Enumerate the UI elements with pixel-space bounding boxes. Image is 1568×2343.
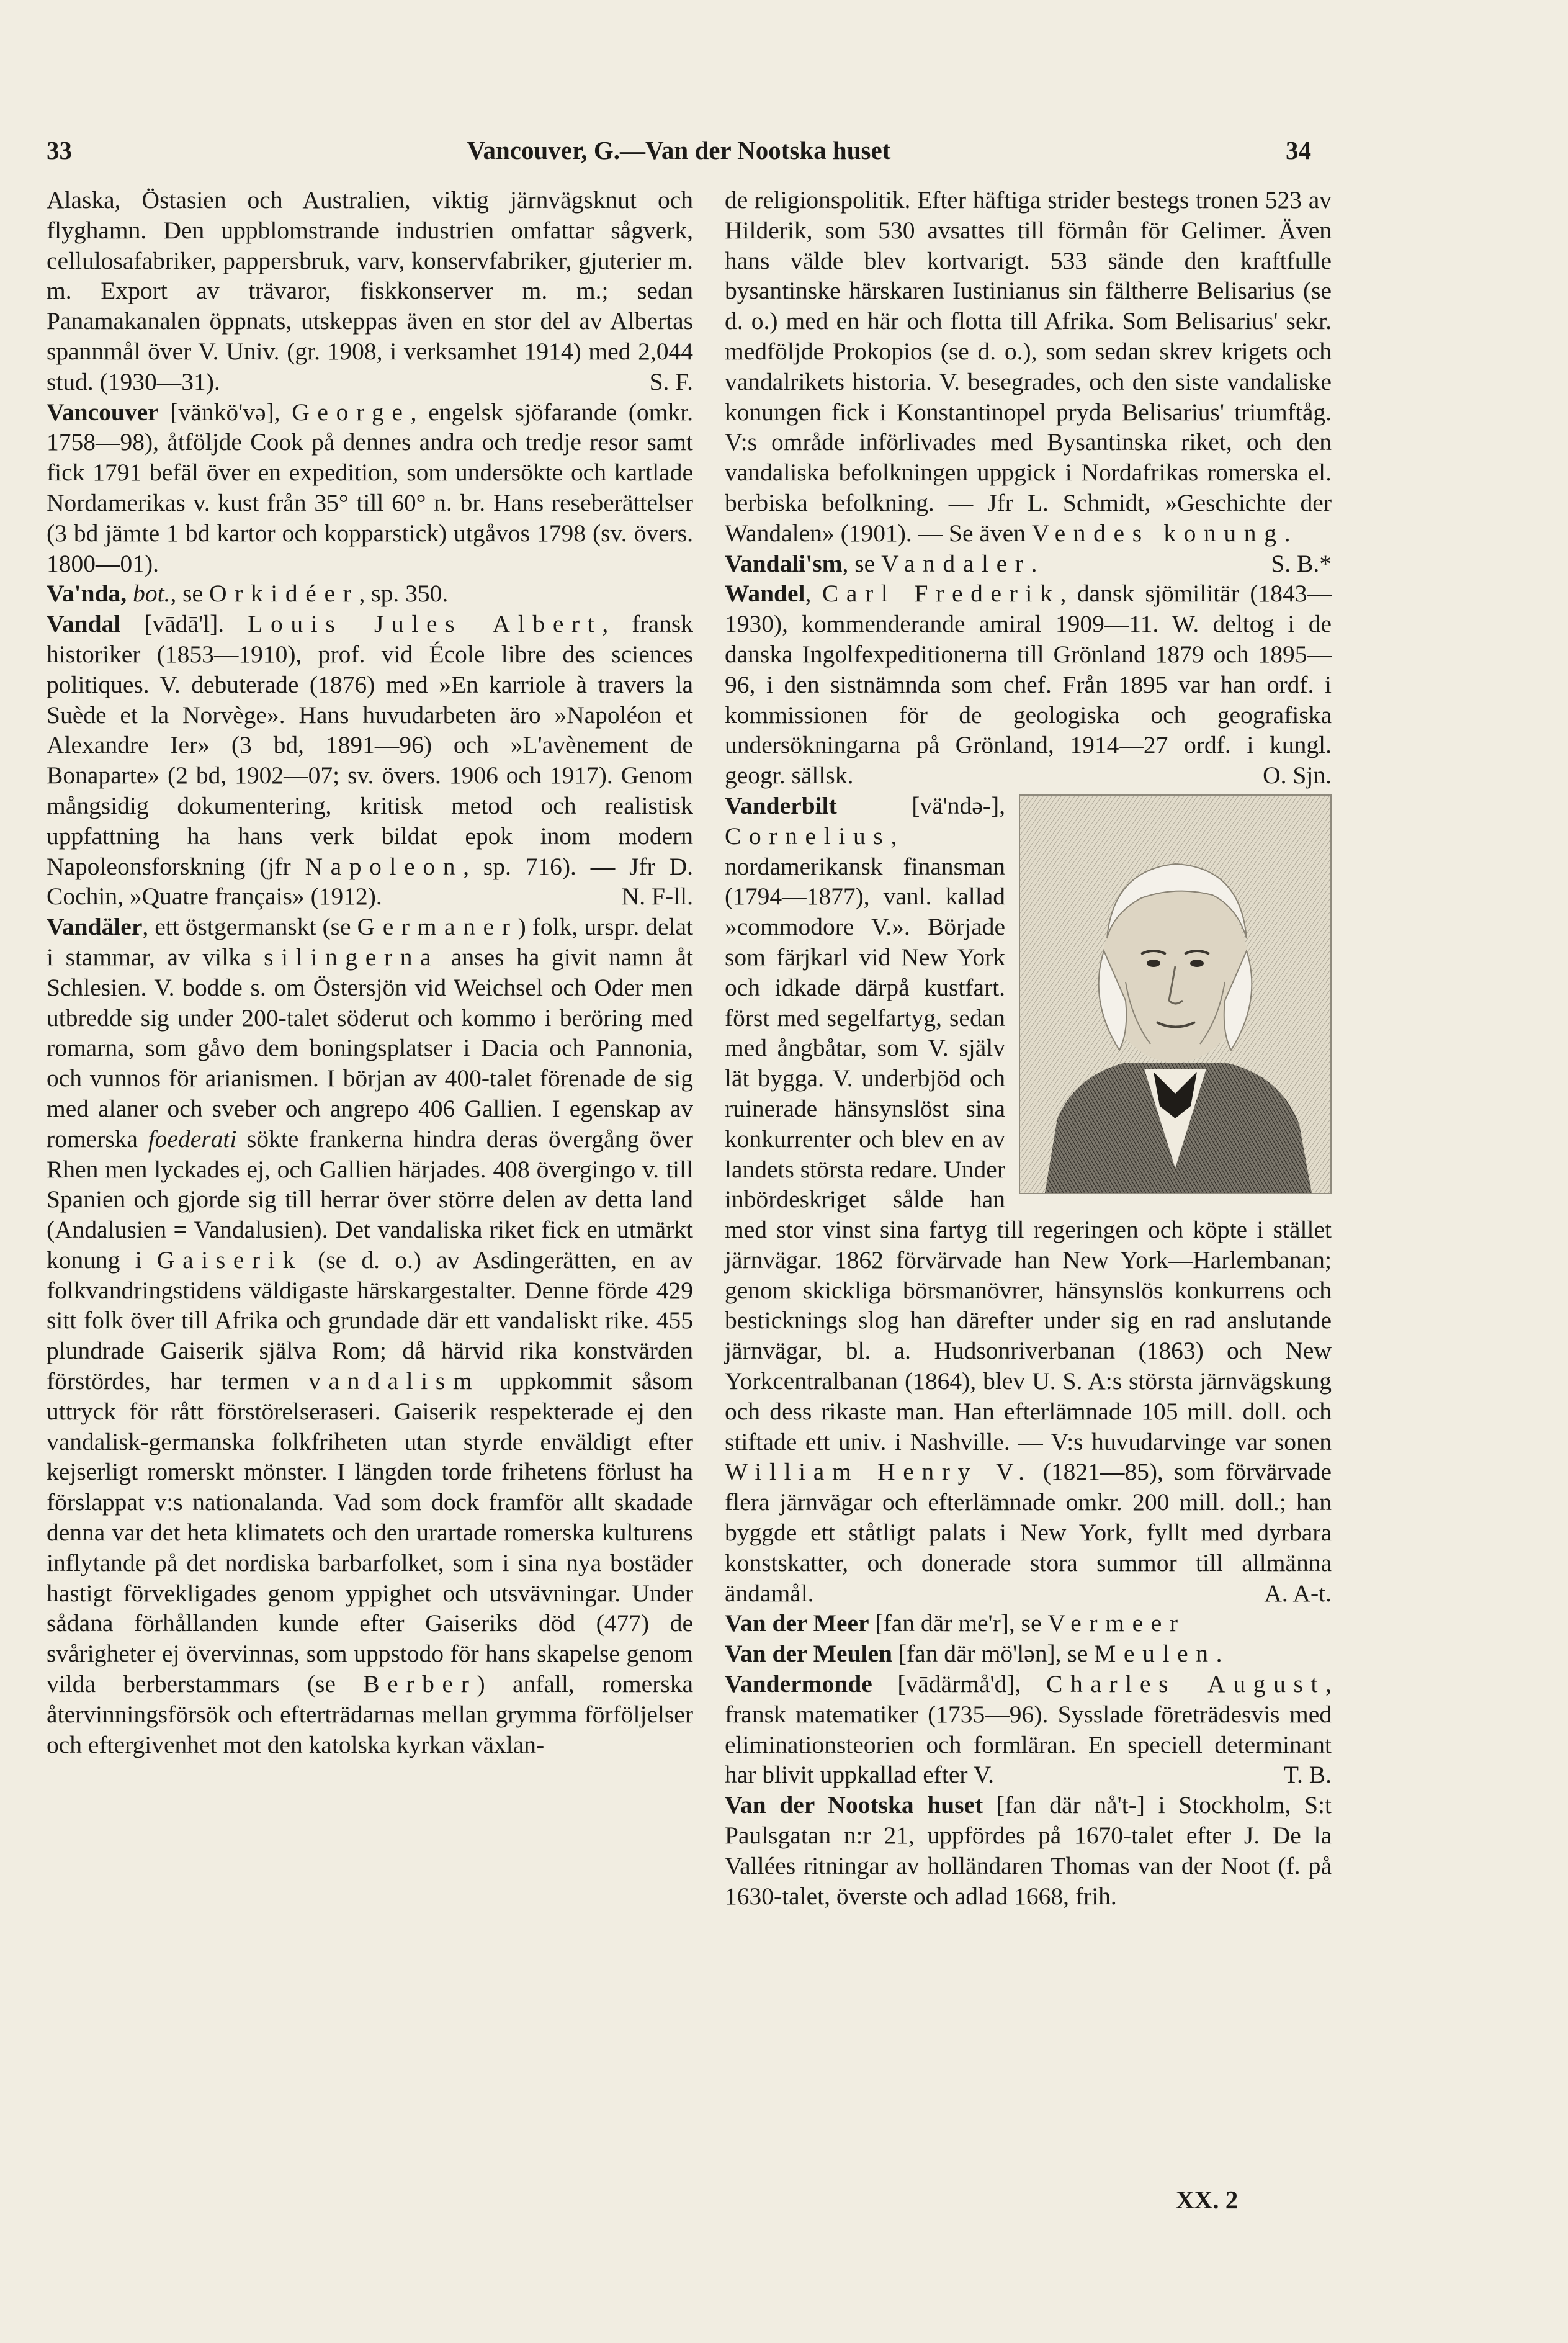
headword: Vandermonde	[725, 1670, 872, 1698]
entry-van-der-meer	[725, 1608, 1332, 1639]
page-number-right: 34	[1286, 136, 1311, 164]
right-column	[725, 185, 1332, 1911]
entry-text: , nordamerikansk finansman (1794—1877), vanl. kallad »commodore V.». Började som färjkarl vid New York och idkade därpå kustfart. först med segelfartyg, sedan med ångbåtar, som V. själv lät bygga. V. underbjöd och ruinerade hänsynslöst sina konkurrenter och blev en av landets största redare. Under inbördeskriget sålde han med stor vinst sina fartyg till regeringen och köpte i stället järnvägar. 1862 förvärvade han New York—Harlembanan; genom skickliga börsmanövrer, hänsynslös konkurrens och besticknings slog han därefter under sig en rad anslutande järnvägar, bl. a. Hudsonriverbanan (1863) och New Yorkcentralbanan (1864), blev U. S. A:s största järnvägskung och dess rikaste man. Han efterlämnade 105 mill. doll. och stiftade ett univ. i Nashville. — V:s huvudarvinge var sonen	[725, 822, 1332, 1455]
entry-text: ) folk, urspr. delat i stammar, av vilka	[47, 913, 693, 971]
entry-text: , fransk historiker (1853—1910), prof. vid École libre des sciences politiques. V. debuterade (1876) med »En karriole à travers la Suède et la Norvège». Hans huvudarbeten äro »Napoléon et Alexandre Ier» (3 bd, 1891—96) och »L'avènement de Bonaparte» (2 bd, 1902—07; sv. övers. 1906 och 1917). Genom mångsidig dokumentering, kritisk metod och realistisk uppfattning ha hans verk bildat epok inom modern Napoleonsforskning (jfr	[47, 610, 693, 880]
entry-wandel	[725, 578, 1332, 791]
headword: Wandel	[725, 580, 805, 608]
cross-reference: Orkidéer	[208, 580, 359, 608]
headword: Van der Nootska huset	[725, 1791, 983, 1819]
entry-van-der-meulen	[725, 1639, 1332, 1669]
headword: Vandali'sm	[725, 549, 843, 577]
entry-text: , se	[842, 549, 882, 577]
entry-paragraph	[47, 185, 693, 397]
headword: Va'nda,	[47, 580, 127, 608]
entry-text: [fan där mö'lən], se	[892, 1640, 1095, 1668]
entry-text: [vādā'l].	[120, 610, 248, 638]
page-number-left: 33	[47, 136, 72, 164]
entry-text: anses ha givit namn åt Schlesien. V. bodde s. om Östersjön vid Weichsel och Oder men utbredde sig under 200-talet söderut och kommo i beröring med romarna, som gåvo dem boningsplatser i Dacia och Pannonia, och vunnos för arianismen. I början av 400-talet förenade de sig med alaner och sveber och angrepo 406 Gallien. I egenskap av romerska	[47, 943, 694, 1153]
spaced-term: silingerna	[264, 943, 439, 971]
cross-reference: Napoleon	[305, 852, 464, 880]
author-signature: O. Sjn.	[1263, 762, 1332, 789]
headword: Vancouver	[47, 398, 159, 426]
author-signature: T. B.	[1283, 1761, 1332, 1789]
entry-text: se	[176, 580, 209, 608]
entry-text: [vä'ndə-],	[836, 791, 1005, 819]
author-signature: S. B.*	[1271, 549, 1332, 577]
entry-text: , dansk sjömilitär (1843—1930), kommenderande amiral 1909—11. W. deltog i de danska Ingolfexpeditionerna till Grönland 1879 och 1895—96, i den sistnämnda som chef. Från 1895 var han ordf. i kommissionen för de geologiska och geografiska undersökningarna på Grönland, 1914—27 ordf. i kungl. geogr. sällsk.	[725, 580, 1332, 789]
cross-reference: Vermeer	[1047, 1609, 1186, 1637]
entry-vanderbilt	[725, 791, 1332, 1609]
entry-text: .	[1031, 549, 1037, 577]
spaced-name: Louis Jules Albert	[248, 610, 603, 638]
entry-text: [vänkö'və],	[158, 398, 292, 426]
entry-text: , sp. 716). — Jfr D. Cochin, »Quatre français» (1912).	[47, 852, 693, 911]
running-header	[47, 135, 1311, 179]
italic-text: foederati	[148, 1125, 237, 1153]
headword: Van der Meulen	[725, 1640, 892, 1668]
entry-text: [vādärmå'd],	[872, 1670, 1046, 1698]
cross-reference: Gaiserik	[156, 1246, 303, 1274]
entry-text: (se d. o.) av Asdingerätten, en av folkvandringstidens väldigaste härskargestalter. Denne förde 429 sitt folk över till Afrika och grundade där ett vandaliskt rike. 455 plundrade Gaiserik själva Rom; då härvid rika konstvärden förstördes, har termen	[47, 1246, 693, 1395]
entry-vanda	[47, 578, 693, 609]
left-column	[47, 185, 693, 1760]
entry-text: , fransk matematiker (1735—96). Sysslade företrädesvis med eliminationsteorien och formläran. En speciell determinant har blivit uppkallad efter V.	[725, 1670, 1332, 1789]
cross-reference: Meulen	[1094, 1640, 1216, 1668]
entry-text: de religionspolitik. Efter häftiga strider bestegs tronen 523 av Hilderik, som 530 avsattes till förmån för Gelimer. Även hans välde blev kortvarigt. 533 sände den kraftfulle bysantinske härskaren Iustinianus sin fältherre Belisarius (se d. o.) med en här och flotta till Afrika. Som Belisarius' sekr. medföljde Prokopios (se d. o.), som sedan skrev krigets och vandalrikets historia. V. besegrades, och den siste vandaliske konungen fick i Konstantinopel pryda Belisarius' triumftåg. V:s område införlivades med Bysantinska riket, och den vandaliska befolkningen uppgick i Nordafrikas romerska el. berbiska befolkning. — Jfr L. Schmidt, »Geschichte der Wandalen» (1901). — Se även	[725, 186, 1332, 547]
author-signature: N. F-ll.	[621, 883, 693, 911]
headword: Vandal	[47, 610, 121, 638]
italic-text: bot.,	[127, 580, 177, 608]
spaced-name: Cornelius	[725, 822, 891, 850]
entry-vandermonde	[725, 1669, 1332, 1790]
entry-van-der-nootska-huset	[725, 1790, 1332, 1911]
entry-vandal	[47, 609, 693, 912]
vanderbilt-portrait-image	[1019, 794, 1332, 1194]
entry-text: .	[1216, 1640, 1222, 1668]
entry-text: ) anfall, romerska återvinningsförsök och efterträdarnas mellan grymma förföljelser och eftergivenhet mot den katolska kyrkan växlan-	[47, 1670, 694, 1758]
spaced-name: William Henry V.	[725, 1458, 1033, 1486]
author-signature: S. F.	[649, 367, 693, 395]
cross-reference: Berber	[363, 1670, 477, 1698]
author-signature: A. A-t.	[1264, 1579, 1332, 1607]
entry-text: [fan där nå't-] i Stockholm, S:t Paulsgatan n:r 21, uppfördes på 1670-talet efter J. De la Vallées ritningar av holländaren Thomas van der Noot (f. på 1630-talet, överste och adlad 1668, frih.	[725, 1791, 1332, 1910]
spaced-name: Charles August	[1046, 1670, 1326, 1698]
cross-reference: Vandaler	[881, 549, 1031, 577]
headword: Vandäler	[47, 913, 143, 941]
running-title: Vancouver, G.—Van der Nootska huset	[467, 136, 891, 164]
spaced-name: Carl Frederik	[822, 580, 1060, 608]
entry-text: , ett östgermanskt (se	[142, 913, 357, 941]
entry-text: , engelsk sjöfarande (omkr. 1758—98), åtföljde Cook på dennes andra och tredje resor samt fick 1791 befäl över en expedition, som undersökte och kartlade Nordamerikas v. kust från 35° till 60° n. br. Hans reseberättelser (3 bd jämte 1 bd kartor och kopparstick) utgåvos 1798 (sv. övers. 1800—01).	[47, 398, 693, 577]
sheet-signature: XX. 2	[1176, 2185, 1239, 2214]
entry-text: ,	[805, 580, 822, 608]
portrait-icon	[1020, 796, 1330, 1193]
entry-text: .	[1284, 519, 1291, 547]
entry-text: Alaska, Östasien och Australien, viktig järnvägsknut och flyghamn. Den uppblomstrande industrien omfattar sågverk, cellulosafabriker, pappersbruk, varv, konservfabriker, gjuterier m. m. Export av trävaror, fiskkonserver m. m.; sedan Panamakanalen öppnats, utskeppas även en stor del av Albertas spannmål över V. Univ. (gr. 1908, i verksamhet 1914) med 2,044 stud. (1930—31).	[47, 186, 693, 395]
headword: Vanderbilt	[725, 791, 837, 819]
entry-text: (1821—85), som förvärvade flera järnvägar och efterlämnade omkr. 200 mill. doll.; han byggde ett ståtligt palats i New York, fyllt med dyrbara konstskatter, och donerade stora summor till allmänna ändamål.	[725, 1458, 1332, 1607]
entry-text: [fan där me'r], se	[869, 1609, 1048, 1637]
cross-reference: Vendes konung	[1031, 519, 1284, 547]
spaced-name: George	[292, 398, 411, 426]
headword: Van der Meer	[725, 1609, 869, 1637]
entry-text: uppkommit såsom uttryck för rått förstörelseraseri. Gaiserik respekterade ej den vandalisk-germanska folkfriheten utan styrde enväldigt efter kejserligt romerskt mönster. I längden torde frihetens förlust ha förslappat v:s nationalanda. Vad som dock framför allt skadade denna var det heta klimatets och den urartade romerska kulturens inflytande på det nordiska barbarfolket, som i sina nya bostäder hastigt förvekligades genom yppighet och utsvävningar. Under sådana förhållanden kunde efter Gaiseriks död (477) de svårigheter ej övervinnas, som uppstodo för hans skapelse genom vilda berberstammars (se	[47, 1367, 693, 1698]
entry-text: , sp. 350.	[359, 580, 449, 608]
cross-reference: Germaner	[357, 913, 518, 941]
entry-vandalism	[725, 549, 1332, 579]
entry-vancouver-george	[47, 397, 693, 579]
entry-vandaler	[47, 912, 693, 1760]
entry-text: sökte frankerna hindra deras övergång över Rhen men lyckades ej, och Gallien härjades. 408 övergingo v. till Spanien och gjorde sig till herrar över större delen av detta land (Andalusien = Vandalusien). Det vandaliska riket fick en utmärkt konung i	[47, 1125, 693, 1274]
spaced-term: vandalism	[308, 1367, 480, 1395]
